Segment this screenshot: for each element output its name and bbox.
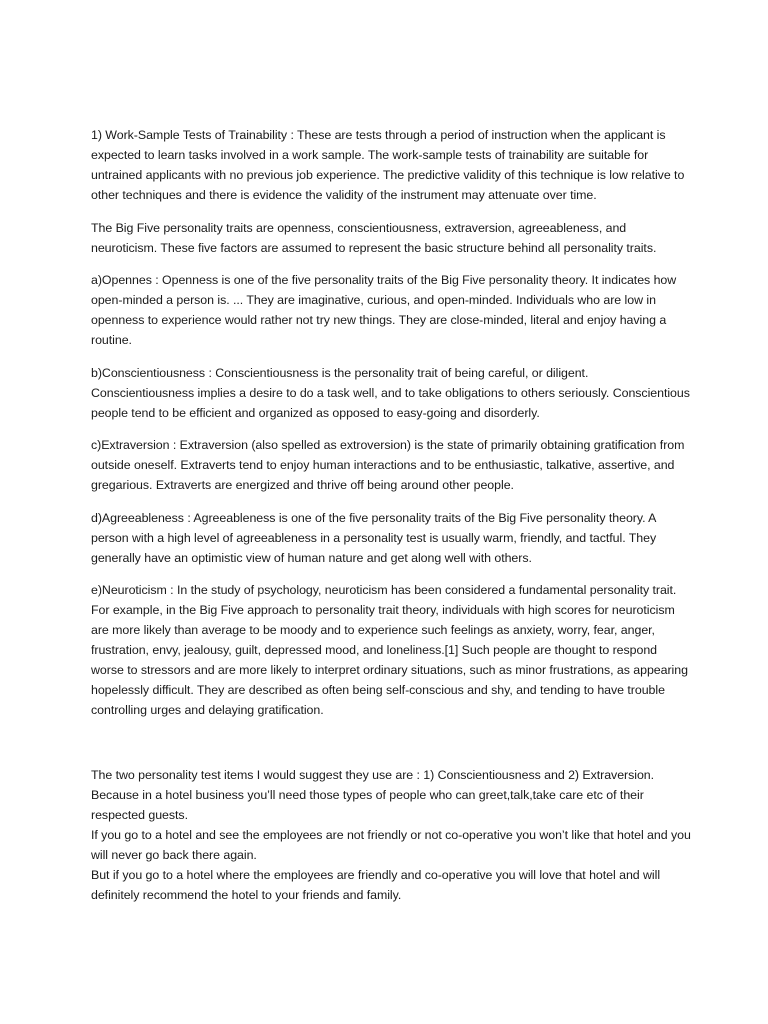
document-body bbox=[91, 125, 691, 905]
conclusion-line: If you go to a hotel and see the employees are not friendly or not co-operative you won’t like that hotel and you will never go back there again. bbox=[91, 827, 691, 862]
paragraph-agreeableness: d)Agreeableness : Agreeableness is one of the five personality traits of the Big Five personality theory. A person with a high level of agreeableness in a personality test is usually warm, friendly, and tactful. They generally have an optimistic view of human nature and get along well with others. bbox=[91, 510, 657, 565]
paragraph-big-five-intro: The Big Five personality traits are openness, conscientiousness, extraversion, agreeableness, and neuroticism. These five factors are assumed to represent the basic structure behind all personality traits. bbox=[91, 220, 657, 255]
paragraph-neuroticism: e)Neuroticism : In the study of psychology, neuroticism has been considered a fundamental personality trait. For example, in the Big Five approach to personality trait theory, individuals with high scores for neuroticism are more likely than average to be moody and to experience such feelings as anxiety, worry, fear, anger, frustration, envy, jealousy, guilt, depressed mood, and loneliness.[1] Such people are thought to respond worse to stressors and are more likely to interpret ordinary situations, such as minor frustrations, as appearing hopelessly difficult. They are described as often being self-conscious and shy, and tending to have trouble controlling urges and delaying gratification. bbox=[91, 583, 688, 717]
paragraph-gap bbox=[91, 733, 691, 765]
conclusion-line: Because in a hotel business you’ll need those types of people who can greet,talk,take care etc of their respected guests. bbox=[91, 787, 644, 822]
paragraph-work-sample-tests: 1) Work-Sample Tests of Trainability : These are tests through a period of instruction when the applicant is expected to learn tasks involved in a work sample. The work-sample tests of trainability are suitable for untrained applicants with no previous job experience. The predictive validity of this technique is low relative to other techniques and there is evidence the validity of the instrument may attenuate over time. bbox=[91, 128, 685, 202]
paragraph-openness: a)Opennes : Openness is one of the five personality traits of the Big Five personality theory. It indicates how open-minded a person is. ... They are imaginative, curious, and open-minded. Individuals who are low in openness to experience would rather not try new things. They are close-minded, literal and enjoy having a routine. bbox=[91, 273, 677, 347]
conclusion-block bbox=[91, 765, 691, 905]
paragraph-conscientiousness: b)Conscientiousness : Conscientiousness is the personality trait of being careful, or diligent. Conscientiousness implies a desire to do a task well, and to take obligations to others seriously. Conscientious people tend to be efficient and organized as opposed to easy-going and disorderly. bbox=[91, 365, 690, 420]
conclusion-line: But if you go to a hotel where the employees are friendly and co-operative you will love that hotel and will definitely recommend the hotel to your friends and family. bbox=[91, 867, 661, 902]
conclusion-line: The two personality test items I would suggest they use are : 1) Conscientiousness and 2) Extraversion. bbox=[91, 767, 655, 782]
paragraph-extraversion: c)Extraversion : Extraversion (also spelled as extroversion) is the state of primarily obtaining gratification from outside oneself. Extraverts tend to enjoy human interactions and to be enthusiastic, talkative, assertive, and gregarious. Extraverts are energized and thrive off being around other people. bbox=[91, 438, 685, 492]
